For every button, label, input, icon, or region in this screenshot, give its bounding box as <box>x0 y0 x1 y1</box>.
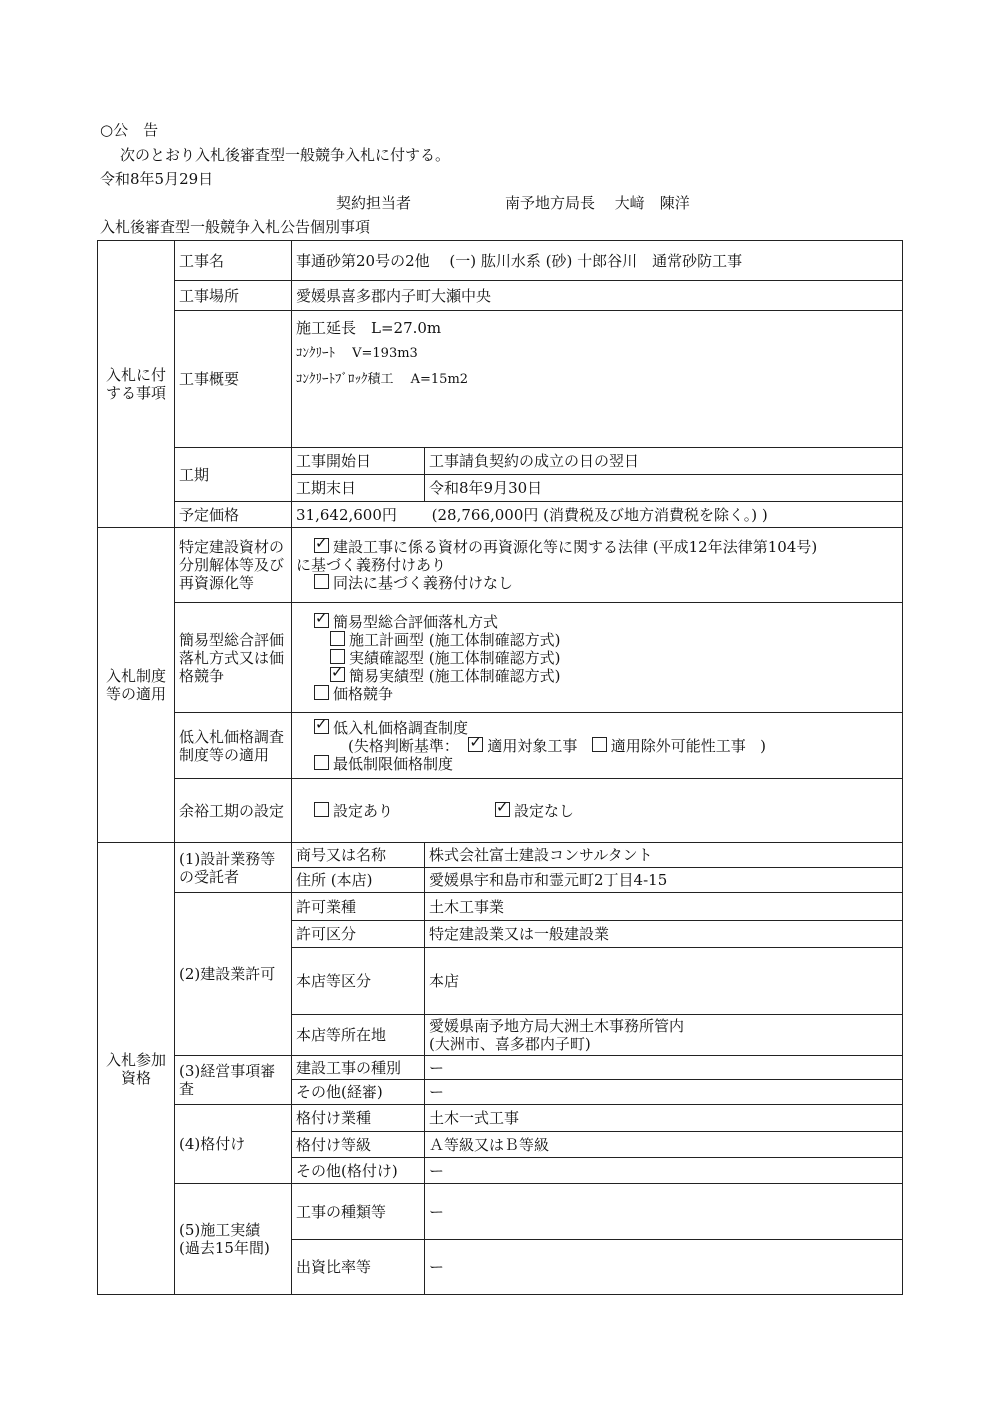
label-trade-name: 商号又は名称 <box>292 843 425 868</box>
value-license-class: 特定建設業又は一般建設業 <box>425 921 903 948</box>
criteria-option-b: 適用除外可能性工事 <box>610 736 746 755</box>
checkbox-checked-icon <box>314 719 329 734</box>
section-title: 入札後審査型一般競争入札公告個別事項 <box>100 218 371 236</box>
checkbox-empty-icon <box>314 574 329 589</box>
value-recycling <box>292 528 903 603</box>
label-evaluation: 簡易型総合評価落札方式又は価格競争 <box>175 603 292 713</box>
label-end-date: 工期末日 <box>292 475 425 502</box>
value-mgmt-kind: ー <box>425 1056 903 1080</box>
low-bid-option-1: 低入札価格調査制度 <box>333 718 469 737</box>
value-office-location <box>425 1015 903 1056</box>
label-start-date: 工事開始日 <box>292 448 425 475</box>
value-spare-period <box>292 779 903 843</box>
summary-line: 施工延長 L=27.0m <box>296 319 442 337</box>
label-work-summary: 工事概要 <box>175 311 292 448</box>
checkbox-checked-icon <box>314 613 329 628</box>
label-management-review: (3)経営事項審査 <box>175 1056 292 1105</box>
value-license-type: 土木工事業 <box>425 893 903 921</box>
label-rank-type: 格付け業種 <box>292 1105 425 1132</box>
summary-line: ｺﾝｸﾘｰﾄ V=193m3 <box>296 346 418 361</box>
label-record-kind: 工事の種類等 <box>292 1184 425 1240</box>
checkbox-checked-icon <box>468 737 483 752</box>
label-office-location: 本店等所在地 <box>292 1015 425 1056</box>
value-planned-price: 31,642,600円 (28,766,000円 (消費税及び地方消費税を除く。) ) <box>292 502 903 528</box>
summary-line: ｺﾝｸﾘｰﾄﾌﾞﾛｯｸ積工 A=15m2 <box>296 372 469 387</box>
checkbox-empty-icon <box>314 685 329 700</box>
label-work-place: 工事場所 <box>175 281 292 311</box>
label-office-class: 本店等区分 <box>292 948 425 1015</box>
low-bid-option-2: 最低制限価格制度 <box>333 754 454 773</box>
label-spare-period: 余裕工期の設定 <box>175 779 292 843</box>
recycle-option-1: 建設工事に係る資材の再資源化等に関する法律 (平成12年法律第104号) <box>333 538 818 556</box>
label-low-bid: 低入札価格調査制度等の適用 <box>175 713 292 779</box>
section-label-system: 入札制度等の適用 <box>98 528 175 843</box>
checkbox-empty-icon <box>314 755 329 770</box>
label-rank-other: その他(格付け) <box>292 1158 425 1184</box>
label-rank-grade: 格付け等級 <box>292 1132 425 1158</box>
value-address: 愛媛県宇和島市和霊元町2丁目4-15 <box>425 868 903 893</box>
value-rank-type: 土木一式工事 <box>425 1105 903 1132</box>
eval-option-3: 実績確認型 (施工体制確認方式) <box>349 648 561 667</box>
value-record-ratio: ー <box>425 1240 903 1295</box>
recycle-option-2: 同法に基づく義務付けなし <box>333 574 514 592</box>
label-construction-record <box>175 1184 292 1295</box>
value-rank-other: ー <box>425 1158 903 1184</box>
label-record-ratio: 出資比率等 <box>292 1240 425 1295</box>
criteria-option-a: 適用対象工事 <box>487 736 578 755</box>
value-end-date: 令和8年9月30日 <box>425 475 903 502</box>
section-label-bidding-items: 入札に付する事項 <box>98 241 175 528</box>
recycle-option-1-cont: に基づく義務付けあり <box>296 556 447 574</box>
label-mgmt-other: その他(経審) <box>292 1080 425 1105</box>
spare-option-2: 設定なし <box>514 801 575 820</box>
checkbox-empty-icon <box>330 631 345 646</box>
criteria-suffix: ) <box>760 736 766 755</box>
section-label-qualification: 入札参加資格 <box>98 843 175 1295</box>
record-label-line-1: (5)施工実績 <box>179 1221 261 1239</box>
signer-name: 南予地方局長 大﨑 陳洋 <box>505 194 690 212</box>
value-rank-grade: Ａ等級又はＢ等級 <box>425 1132 903 1158</box>
checkbox-empty-icon <box>314 802 329 817</box>
record-label-line-2: (過去15年間) <box>179 1239 270 1257</box>
signer-title: 契約担当者 <box>336 194 412 212</box>
eval-option-4: 簡易実績型 (施工体制確認方式) <box>349 666 561 685</box>
checkbox-checked-icon <box>314 538 329 553</box>
notice-heading: ○公 告 <box>100 121 159 139</box>
label-work-period: 工期 <box>175 448 292 502</box>
value-low-bid <box>292 713 903 779</box>
value-mgmt-other: ー <box>425 1080 903 1105</box>
value-evaluation <box>292 603 903 713</box>
label-rank: (4)格付け <box>175 1105 292 1184</box>
notice-table <box>97 240 903 1295</box>
lead-text: 次のとおり入札後審査型一般競争入札に付する。 <box>120 146 451 164</box>
criteria-prefix: (失格判断基準： <box>348 736 459 755</box>
value-work-name: 事通砂第20号の2他 (一) 肱川水系 (砂) 十郎谷川 通常砂防工事 <box>292 241 903 281</box>
spare-option-1: 設定あり <box>333 801 394 820</box>
eval-option-2: 施工計画型 (施工体制確認方式) <box>349 630 561 649</box>
label-recycling: 特定建設資材の分別解体等及び再資源化等 <box>175 528 292 603</box>
value-work-place: 愛媛県喜多郡内子町大瀬中央 <box>292 281 903 311</box>
label-construction-license: (2)建設業許可 <box>175 893 292 1056</box>
notice-date: 令和8年5月29日 <box>100 170 214 188</box>
checkbox-checked-icon <box>330 667 345 682</box>
eval-option-5: 価格競争 <box>333 684 394 703</box>
value-work-summary <box>292 311 903 448</box>
value-office-class: 本店 <box>425 948 903 1015</box>
checkbox-empty-icon <box>330 649 345 664</box>
label-design-contractor: (1)設計業務等の受託者 <box>175 843 292 893</box>
label-address: 住所 (本店) <box>292 868 425 893</box>
value-trade-name: 株式会社富士建設コンサルタント <box>425 843 903 868</box>
label-mgmt-kind: 建設工事の種別 <box>292 1056 425 1080</box>
value-record-kind: ー <box>425 1184 903 1240</box>
eval-option-1: 簡易型総合評価落札方式 <box>333 612 499 631</box>
label-work-name: 工事名 <box>175 241 292 281</box>
office-location-line-2: (大洲市、喜多郡内子町) <box>429 1035 591 1053</box>
label-license-class: 許可区分 <box>292 921 425 948</box>
label-planned-price: 予定価格 <box>175 502 292 528</box>
value-start-date: 工事請負契約の成立の日の翌日 <box>425 448 903 475</box>
checkbox-checked-icon <box>495 802 510 817</box>
checkbox-empty-icon <box>592 737 607 752</box>
label-license-type: 許可業種 <box>292 893 425 921</box>
office-location-line-1: 愛媛県南予地方局大洲土木事務所管内 <box>429 1017 685 1035</box>
